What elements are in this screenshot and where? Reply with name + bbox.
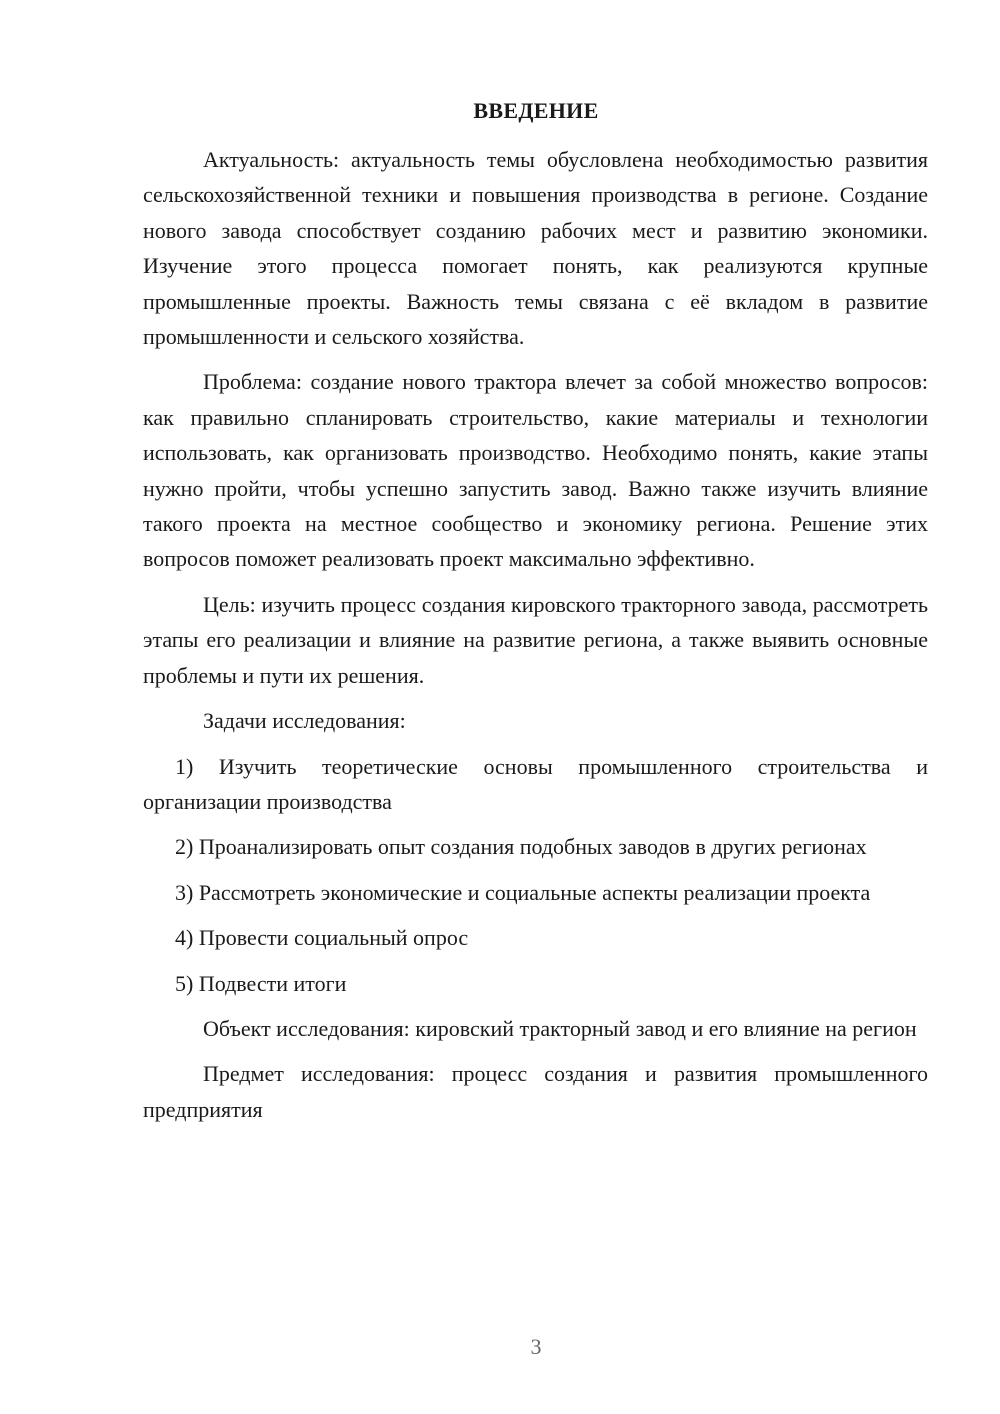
paragraph-problem: Проблема: создание нового трактора влечет за собой множество вопросов: как правильно спланировать строительство, какие материалы и технологии использовать, как организовать производство. Необходимо понять, какие этапы нужно пройти, чтобы успешно запустить завод. Важно также изучить влияние такого проекта на местное сообщество и экономику региона. Решение этих вопросов поможет реализовать проект максимально эффективно. [143,369,928,572]
tasks-heading: Задачи исследования: [203,708,406,734]
paragraph-relevance: Актуальность: актуальность темы обусловлена необходимостью развития сельскохозяйственной техники и повышения производства в регионе. Создание нового завода способствует созданию рабочих мест и развитию экономики. Изучение этого процесса помогает понять, как реализуются крупные промышленные проекты. Важность темы связана с её вкладом в развитие промышленности и сельского хозяйства. [143,147,928,350]
task-item-2: 2) Проанализировать опыт создания подобных заводов в других регионах [175,834,867,860]
task-item-3: 3) Рассмотреть экономические и социальные аспекты реализации проекта [175,879,871,905]
task-item-1: 1) Изучить теоретические основы промышленного строительства и организации производства [143,753,928,814]
page-number: 3 [530,1334,542,1359]
page-title: ВВЕДЕНИЕ [473,98,599,123]
paragraph-object: Объект исследования: кировский тракторный завод и его влияние на регион [203,1015,917,1041]
task-item-4: 4) Провести социальный опрос [175,925,469,951]
task-item-5: 5) Подвести итоги [175,970,347,996]
paragraph-goal: Цель: изучить процесс создания кировского тракторного завода, рассмотреть этапы его реализации и влияние на развитие региона, а также выявить основные проблемы и пути их решения. [143,591,928,688]
document-body [143,142,928,1137]
paragraph-subject: Предмет исследования: процесс создания и развития промышленного предприятия [143,1061,928,1122]
